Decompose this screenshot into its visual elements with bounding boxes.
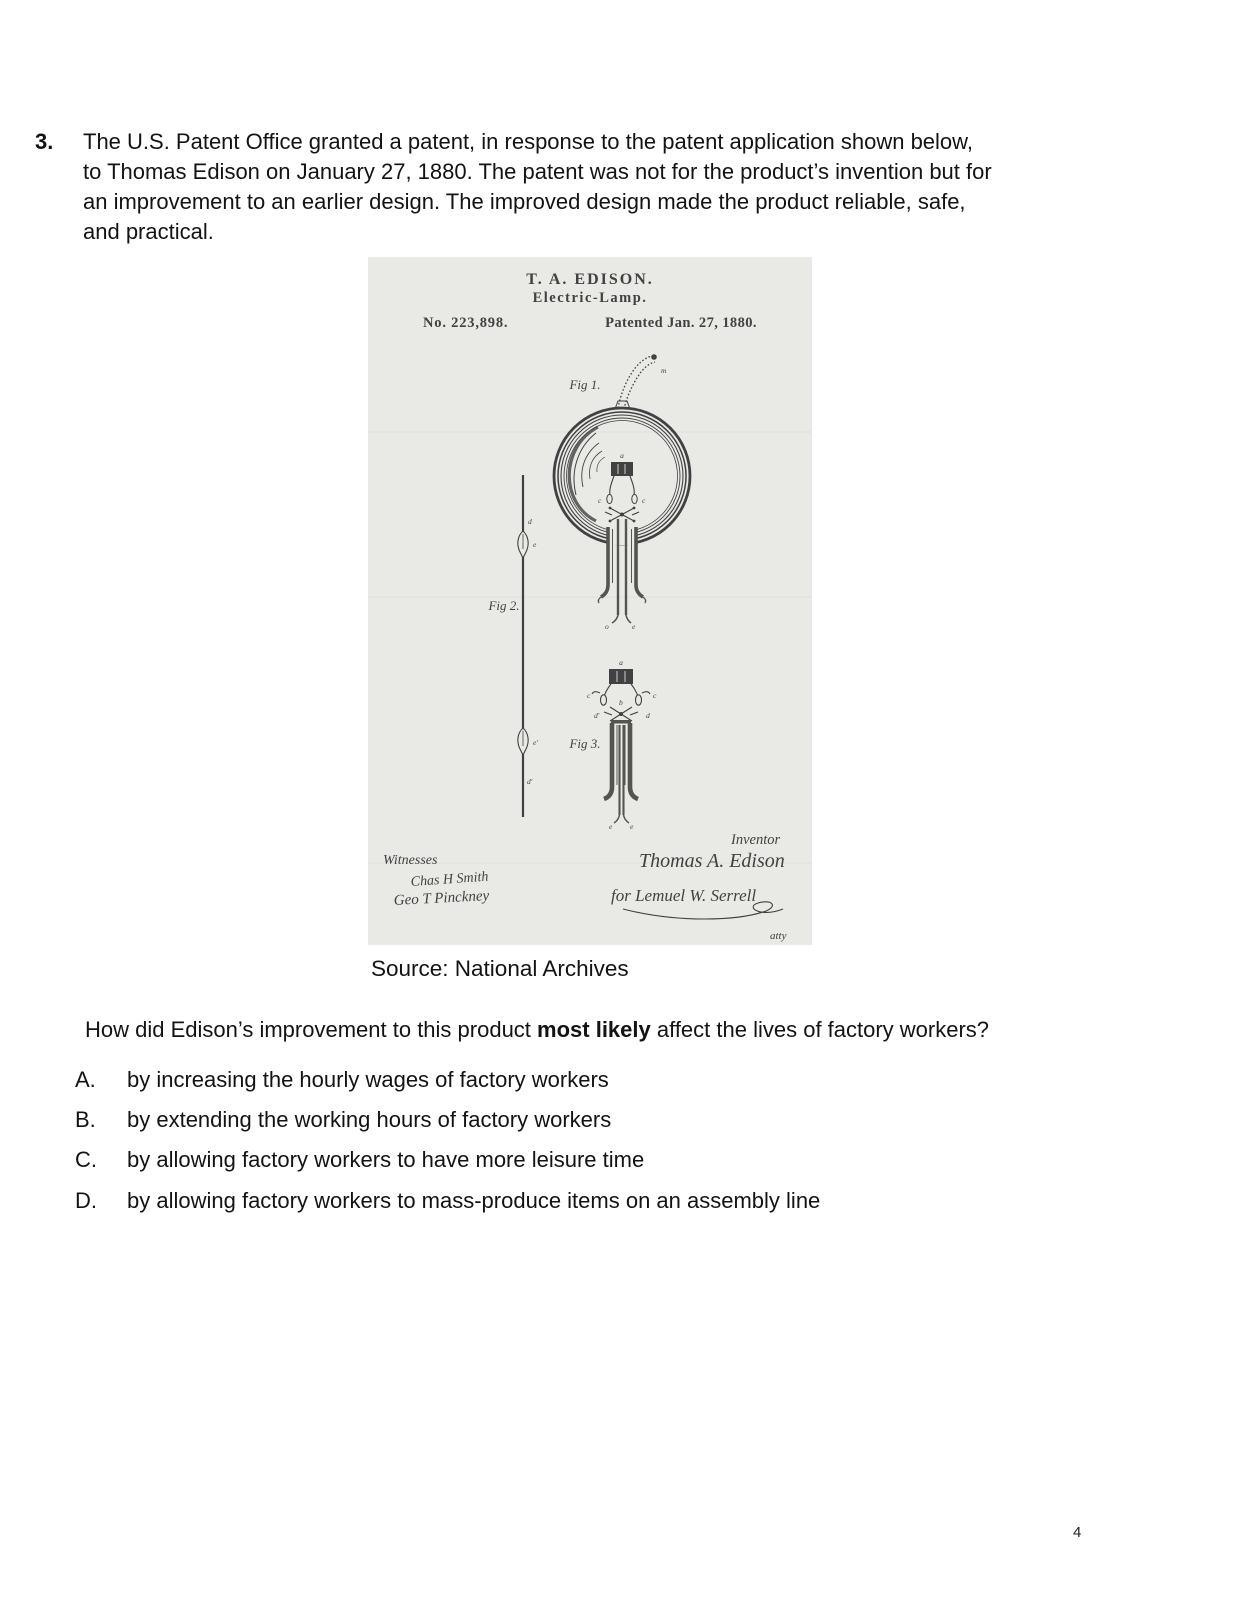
question-number: 3. — [35, 129, 54, 154]
mount-knot — [619, 712, 623, 716]
question-prompt — [85, 1017, 989, 1043]
intro-line-1: The U.S. Patent Office granted a patent, in response to the patent application shown below, — [83, 129, 973, 154]
mark-d: d — [646, 711, 650, 720]
wire-knot — [620, 513, 624, 517]
filament-cap — [611, 462, 633, 476]
mark-a: a — [619, 658, 623, 667]
mount-cap — [609, 669, 633, 684]
wire-dot — [633, 507, 636, 510]
paper-creases — [368, 432, 812, 863]
wire-tip — [651, 354, 657, 360]
wire-dot — [633, 520, 636, 523]
patent-document-image — [368, 257, 812, 945]
mark-a: a — [620, 451, 624, 460]
fig2-label: Fig 2. — [488, 598, 520, 613]
choice-text: by increasing the hourly wages of factory workers — [127, 1067, 609, 1092]
answer-choice-a — [75, 1066, 1075, 1094]
fig1-lead-wires — [615, 356, 655, 409]
mount-horseshoe — [592, 684, 650, 697]
choice-letter: B. — [75, 1107, 96, 1132]
witness-signature-1: Chas H Smith — [410, 869, 489, 890]
fig2-stick-drawing — [487, 475, 538, 817]
answer-choice-c — [75, 1146, 1075, 1174]
mount-tube — [604, 723, 638, 823]
choice-letter: C. — [75, 1147, 97, 1172]
witness-signature-2: Geo T Pinckney — [393, 888, 490, 909]
choice-letter: A. — [75, 1067, 96, 1092]
choice-text: by extending the working hours of factory workers — [127, 1107, 612, 1132]
mark-d-prime: d' — [594, 711, 600, 720]
patent-title-product: Electric-Lamp. — [532, 290, 648, 306]
mark-e-prime: e' — [533, 738, 538, 747]
fig3-mount-drawing — [568, 658, 657, 831]
mark-c-left: c — [598, 496, 602, 505]
prompt-text-before: How did Edison’s improvement to this product — [85, 1017, 538, 1042]
patent-drawing — [368, 257, 812, 945]
mark-e: e — [533, 540, 537, 549]
figure-source-caption: Source: National Archives — [371, 956, 629, 981]
signature-block — [383, 832, 787, 942]
mark-m: m — [661, 366, 667, 375]
page-number: 4 — [1073, 1524, 1082, 1541]
intro-line-3: an improvement to an earlier design. The improved design made the product reliable, safe, — [83, 189, 966, 214]
mark-c-right: c — [642, 496, 646, 505]
mount-clamp-left — [601, 695, 607, 705]
prompt-text-after: affect the lives of factory workers? — [650, 1017, 990, 1042]
wire-dot — [609, 520, 612, 523]
answer-choice-b — [75, 1106, 1075, 1134]
mark-e: e — [632, 622, 636, 631]
choice-text: by allowing factory workers to mass-produce items on an assembly line — [127, 1188, 821, 1213]
choice-text: by allowing factory workers to have more leisure time — [127, 1147, 645, 1172]
filament-horseshoe — [610, 476, 635, 495]
attorney-signature: for Lemuel W. Serrell — [611, 886, 757, 905]
mark-c-left: c — [587, 691, 591, 700]
mount-clamp-right — [636, 695, 642, 705]
patent-title-name: T. A. EDISON. — [526, 271, 654, 288]
mark-d-prime: d' — [527, 777, 533, 786]
prompt-text-bold: most likely — [537, 1017, 651, 1042]
fig3-label: Fig 3. — [569, 736, 601, 751]
mark-b: b — [619, 698, 623, 707]
attorney-abbrev: atty — [770, 930, 787, 942]
mark-d: d — [528, 517, 532, 526]
patent-date: Patented Jan. 27, 1880. — [605, 315, 757, 331]
wire-dot — [609, 507, 612, 510]
witnesses-label: Witnesses — [383, 853, 438, 868]
answer-choice-d — [75, 1187, 1075, 1215]
choice-letter: D. — [75, 1188, 97, 1213]
fig1-label: Fig 1. — [569, 377, 601, 392]
filament-clamps — [607, 494, 637, 503]
patent-number: No. 223,898. — [423, 315, 509, 331]
intro-line-4: and practical. — [83, 219, 214, 244]
mark-e: e — [630, 822, 634, 831]
mark-o: o — [605, 622, 609, 631]
question-intro — [83, 127, 1093, 247]
intro-line-2: to Thomas Edison on January 27, 1880. The patent was not for the product’s invention but for — [83, 159, 992, 184]
inventor-signature: Thomas A. Edison — [639, 850, 785, 872]
mark-e: e — [609, 822, 613, 831]
mark-c-right: c — [653, 691, 657, 700]
mount-collar — [611, 720, 631, 724]
fig1-bulb-drawing — [554, 354, 690, 631]
inventor-label: Inventor — [731, 832, 781, 848]
